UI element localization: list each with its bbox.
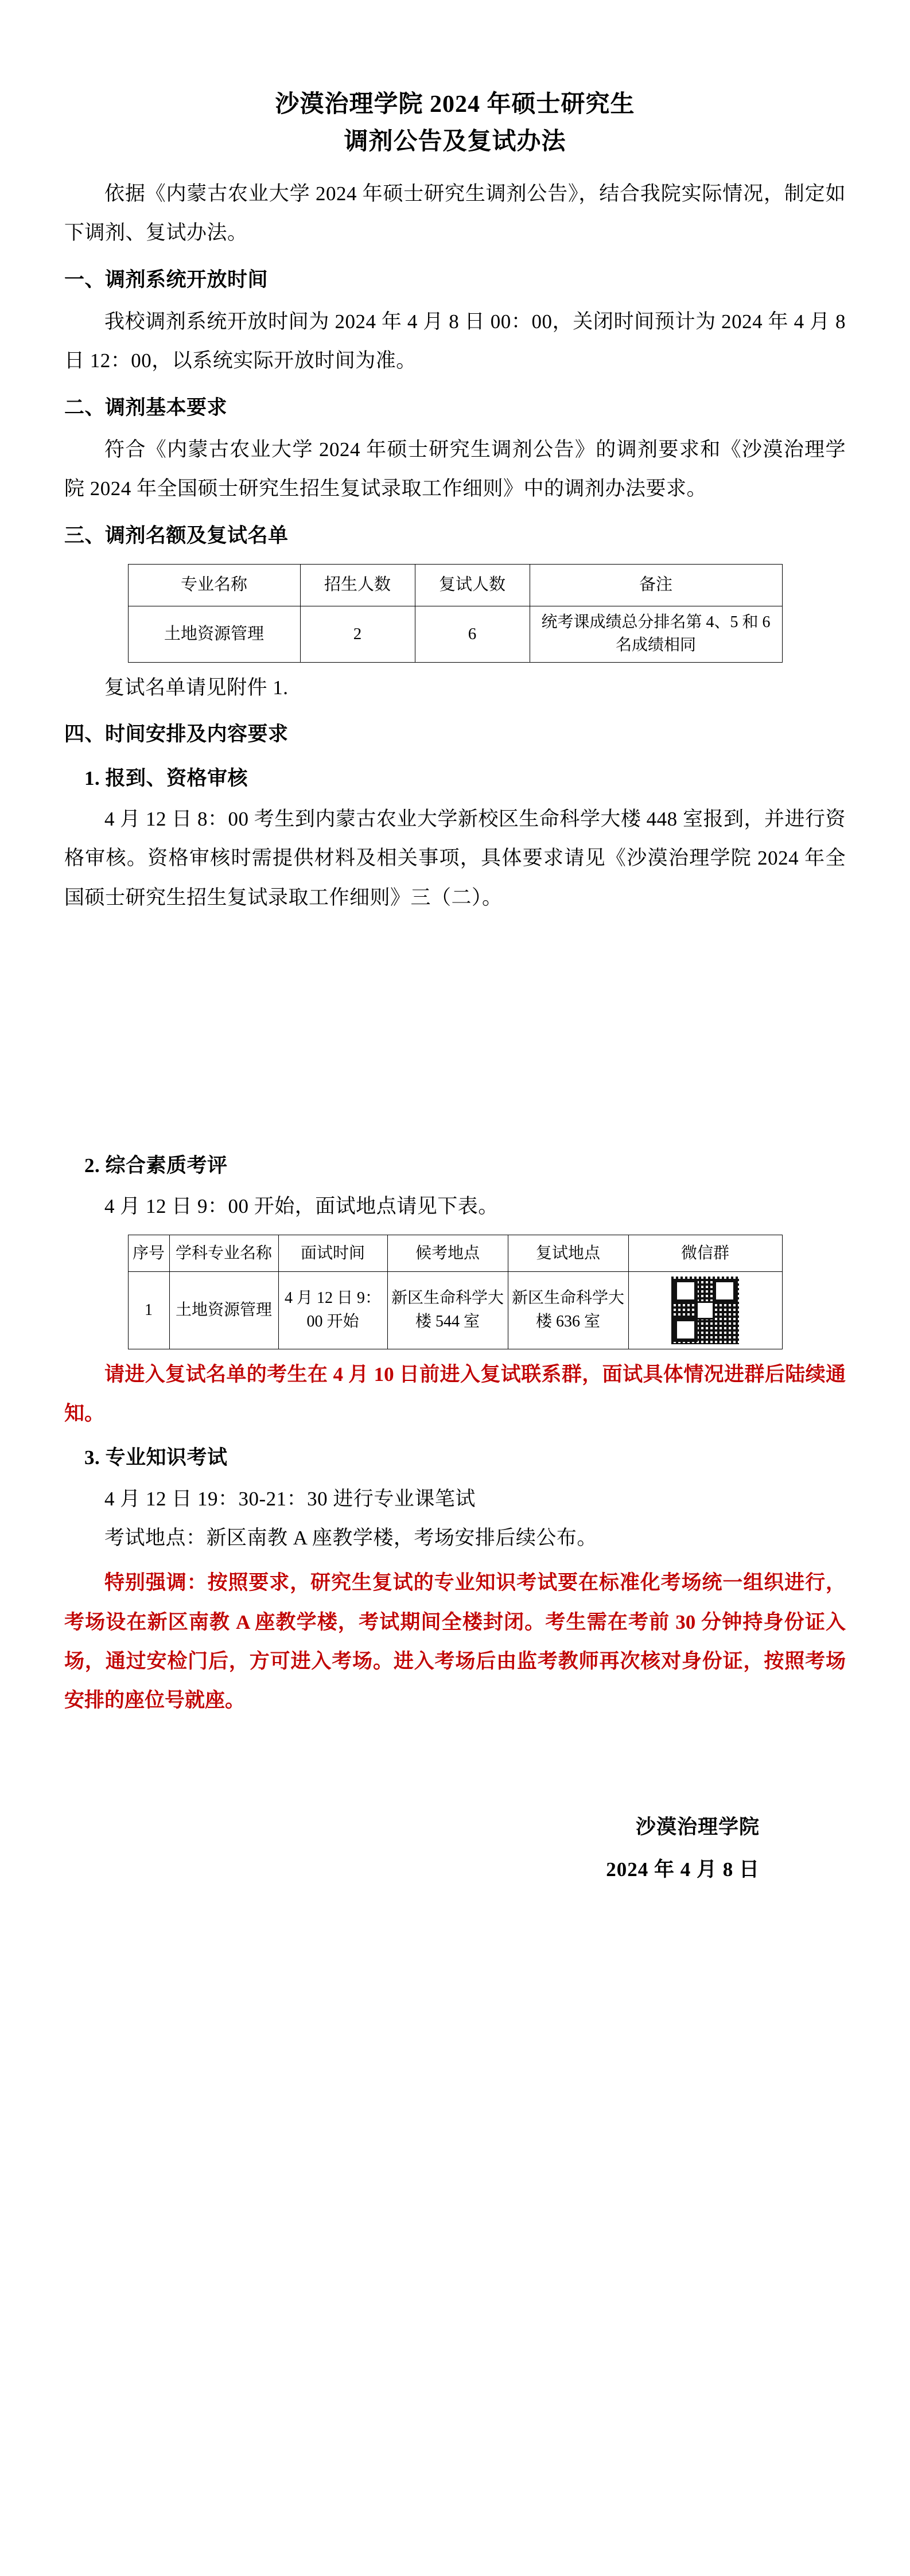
section-heading-2: 二、调剂基本要求 <box>64 396 228 419</box>
cell-wechat-qr <box>628 1271 782 1349</box>
column-header-wechat-group: 微信群 <box>628 1235 782 1271</box>
signature-block <box>64 1806 846 1890</box>
qr-wrapper <box>632 1275 779 1345</box>
subsection-heading-3: 3. 专业知识考试 <box>84 1446 228 1469</box>
cell-time: 4 月 12 日 9：00 开始 <box>278 1271 387 1349</box>
table-row <box>128 606 782 662</box>
column-header-enroll: 招生人数 <box>300 565 415 606</box>
subsection-heading-2: 2. 综合素质考评 <box>84 1154 228 1177</box>
cell-enroll: 2 <box>300 606 415 662</box>
subsection-2-paragraph: 4 月 12 日 9：00 开始，面试地点请见下表。 <box>104 1195 499 1218</box>
column-header-exam-place: 复试地点 <box>508 1235 628 1271</box>
column-header-time: 面试时间 <box>278 1235 387 1271</box>
attachment-note: 复试名单请见附件 1. <box>104 676 289 699</box>
cell-wait-place: 新区生命科学大楼 544 室 <box>387 1271 508 1349</box>
intro-paragraph: 依据《内蒙古农业大学 2024 年硕士研究生调剂公告》，结合我院实际情况，制定如下调剂、复试办法。 <box>64 182 846 244</box>
column-header-wait-place: 候考地点 <box>387 1235 508 1271</box>
page-title-line-2: 调剂公告及复试办法 <box>344 129 566 155</box>
subsection-1-paragraph: 4 月 12 日 8：00 考生到内蒙古农业大学新校区生命科学大楼 448 室报到，并进行资格审核。资格审核时需提供材料及相关事项，具体要求请见《沙漠治理学院 2024 年全国硕士研究生招生复试录取工作细则》三（二）。 <box>64 808 846 909</box>
interview-table <box>128 1235 783 1349</box>
subsection-3-paragraph-1: 4 月 12 日 19：30-21：30 进行专业课笔试 <box>104 1487 476 1510</box>
section-heading-1: 一、调剂系统开放时间 <box>64 268 269 291</box>
column-header-retest: 复试人数 <box>415 565 530 606</box>
section-heading-4: 四、时间安排及内容要求 <box>64 723 289 746</box>
warning-text: 请进入复试名单的考生在 4 月 10 日前进入复试联系群，面试具体情况进群后陆续通知。 <box>64 1363 846 1425</box>
qr-finder-bottom-left <box>674 1318 698 1342</box>
column-header-major: 专业名称 <box>128 565 300 606</box>
cell-retest: 6 <box>415 606 530 662</box>
page-title-line-1: 沙漠治理学院 2024 年硕士研究生 <box>275 91 635 118</box>
title-spacer <box>64 161 846 174</box>
subsection-3-paragraph-2: 考试地点：新区南教 A 座教学楼，考场安排后续公布。 <box>104 1527 597 1550</box>
signature-org: 沙漠治理学院 <box>635 1816 760 1839</box>
bottom-gap <box>64 1890 846 1982</box>
section-2-paragraph: 符合《内蒙古农业大学 2024 年硕士研究生调剂公告》的调剂要求和《沙漠治理学院 2024 年全国硕士研究生招生复试录取工作细则》中的调剂办法要求。 <box>64 438 846 500</box>
column-header-major: 学科专业名称 <box>169 1235 278 1271</box>
quota-table <box>128 564 783 663</box>
signature-date: 2024 年 4 月 8 日 <box>606 1858 760 1881</box>
cell-major: 土地资源管理 <box>128 606 300 662</box>
page-title <box>64 86 846 161</box>
table-header-row <box>128 565 782 606</box>
qr-code-icon <box>670 1275 740 1345</box>
section-1-paragraph: 我校调剂系统开放时间为 2024 年 4 月 8 日 00：00，关闭时间预计为 2024 年 4 月 8 日 12：00，以系统实际开放时间为准。 <box>64 310 846 372</box>
cell-exam-place: 新区生命科学大楼 636 室 <box>508 1271 628 1349</box>
emphasis-text: 特别强调：按照要求，研究生复试的专业知识考试要在标准化考场统一组织进行，考场设在新区南教 A 座教学楼，考试期间全楼封闭。考生需在考前 30 分钟持身份证入场，通过安检门后，方可进入考场。进入考场后由监考教师再次核对身份证，按照考场安排的座位号就座。 <box>64 1571 846 1712</box>
table-header-row <box>128 1235 782 1271</box>
section-heading-3: 三、调剂名额及复试名单 <box>64 524 289 547</box>
cell-index: 1 <box>128 1271 169 1349</box>
qr-center-mark <box>696 1301 714 1320</box>
column-header-note: 备注 <box>530 565 782 606</box>
cell-note: 统考课成绩总分排名第 4、5 和 6 名成绩相同 <box>530 606 782 662</box>
column-header-index: 序号 <box>128 1235 169 1271</box>
table-row <box>128 1271 782 1349</box>
cell-major: 土地资源管理 <box>169 1271 278 1349</box>
page-break-gap <box>64 917 846 1141</box>
subsection-heading-1: 1. 报到、资格审核 <box>84 766 248 789</box>
